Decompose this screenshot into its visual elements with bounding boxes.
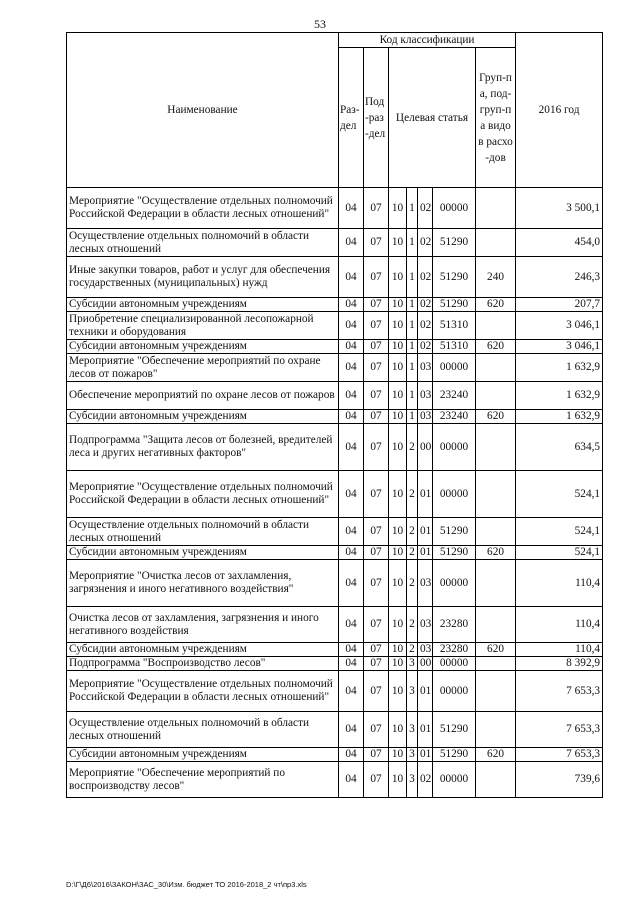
table-row	[67, 312, 603, 340]
target-article-program: 10	[389, 354, 407, 382]
row-name: Субсидии автономным учреждениям	[67, 410, 339, 424]
amount-cell: 110,4	[516, 607, 603, 643]
amount-cell: 524,1	[516, 546, 603, 560]
razdel-cell: 04	[339, 712, 364, 748]
target-article-event: 02	[418, 298, 433, 312]
target-article-program: 10	[389, 312, 407, 340]
target-article-direction: 51290	[433, 229, 476, 257]
target-article-subprogram: 3	[407, 712, 418, 748]
expense-group-cell: 620	[476, 748, 516, 762]
target-article-direction: 00000	[433, 560, 476, 607]
amount-cell: 246,3	[516, 257, 603, 298]
podrazdel-cell: 07	[364, 354, 389, 382]
row-name: Осуществление отдельных полномочий в области лесных отношений	[67, 712, 339, 748]
row-name: Подпрограмма "Воспроизводство лесов"	[67, 657, 339, 671]
target-article-program: 10	[389, 188, 407, 229]
razdel-cell: 04	[339, 671, 364, 712]
razdel-cell: 04	[339, 188, 364, 229]
target-article-direction: 51290	[433, 257, 476, 298]
expense-group-cell	[476, 607, 516, 643]
table-row	[67, 188, 603, 229]
expense-group-cell	[476, 424, 516, 471]
row-name: Мероприятие "Очистка лесов от захламления, загрязнения и иного негативного воздействия"	[67, 560, 339, 607]
amount-cell: 207,7	[516, 298, 603, 312]
target-article-event: 00	[418, 424, 433, 471]
target-article-direction: 00000	[433, 188, 476, 229]
row-name: Мероприятие "Осуществление отдельных полномочий Российской Федерации в области лесных отношений"	[67, 471, 339, 518]
amount-cell: 634,5	[516, 424, 603, 471]
header-year: 2016 год	[516, 33, 603, 188]
amount-cell: 7 653,3	[516, 671, 603, 712]
target-article-direction: 51310	[433, 340, 476, 354]
razdel-cell: 04	[339, 229, 364, 257]
target-article-direction: 00000	[433, 471, 476, 518]
header-name: Наименование	[67, 33, 339, 188]
table-row	[67, 748, 603, 762]
target-article-event: 01	[418, 748, 433, 762]
podrazdel-cell: 07	[364, 748, 389, 762]
row-name: Субсидии автономным учреждениям	[67, 643, 339, 657]
target-article-event: 01	[418, 671, 433, 712]
row-name: Осуществление отдельных полномочий в области лесных отношений	[67, 229, 339, 257]
podrazdel-cell: 07	[364, 257, 389, 298]
target-article-program: 10	[389, 298, 407, 312]
target-article-direction: 23240	[433, 410, 476, 424]
header-code-group: Код классификации	[339, 33, 516, 48]
target-article-program: 10	[389, 424, 407, 471]
amount-cell: 454,0	[516, 229, 603, 257]
amount-cell: 524,1	[516, 471, 603, 518]
header-target-article: Целевая статья	[389, 48, 476, 188]
target-article-program: 10	[389, 560, 407, 607]
target-article-event: 02	[418, 188, 433, 229]
expense-group-cell	[476, 671, 516, 712]
target-article-direction: 51290	[433, 546, 476, 560]
target-article-event: 02	[418, 312, 433, 340]
target-article-direction: 00000	[433, 424, 476, 471]
razdel-cell: 04	[339, 560, 364, 607]
amount-cell: 3 046,1	[516, 340, 603, 354]
razdel-cell: 04	[339, 643, 364, 657]
table-row	[67, 471, 603, 518]
podrazdel-cell: 07	[364, 657, 389, 671]
table-row	[67, 546, 603, 560]
table-row	[67, 657, 603, 671]
podrazdel-cell: 07	[364, 546, 389, 560]
podrazdel-cell: 07	[364, 382, 389, 410]
target-article-program: 10	[389, 229, 407, 257]
podrazdel-cell: 07	[364, 410, 389, 424]
budget-table	[66, 32, 603, 798]
expense-group-cell: 620	[476, 546, 516, 560]
expense-group-cell	[476, 188, 516, 229]
target-article-event: 01	[418, 712, 433, 748]
target-article-subprogram: 2	[407, 560, 418, 607]
target-article-program: 10	[389, 410, 407, 424]
razdel-cell: 04	[339, 657, 364, 671]
target-article-event: 02	[418, 257, 433, 298]
target-article-direction: 23280	[433, 643, 476, 657]
row-name: Субсидии автономным учреждениям	[67, 298, 339, 312]
table-row	[67, 518, 603, 546]
amount-cell: 3 500,1	[516, 188, 603, 229]
podrazdel-cell: 07	[364, 340, 389, 354]
target-article-event: 02	[418, 340, 433, 354]
podrazdel-cell: 07	[364, 298, 389, 312]
razdel-cell: 04	[339, 382, 364, 410]
target-article-subprogram: 1	[407, 298, 418, 312]
target-article-program: 10	[389, 340, 407, 354]
razdel-cell: 04	[339, 607, 364, 643]
target-article-subprogram: 1	[407, 410, 418, 424]
razdel-cell: 04	[339, 748, 364, 762]
amount-cell: 1 632,9	[516, 354, 603, 382]
target-article-subprogram: 1	[407, 340, 418, 354]
table-row	[67, 229, 603, 257]
target-article-subprogram: 2	[407, 424, 418, 471]
target-article-subprogram: 2	[407, 546, 418, 560]
razdel-cell: 04	[339, 518, 364, 546]
amount-cell: 7 653,3	[516, 712, 603, 748]
target-article-program: 10	[389, 382, 407, 410]
target-article-direction: 23280	[433, 607, 476, 643]
amount-cell: 3 046,1	[516, 312, 603, 340]
target-article-event: 01	[418, 546, 433, 560]
razdel-cell: 04	[339, 546, 364, 560]
table-row	[67, 560, 603, 607]
file-path-footer: D:\Г\Д6\2016\ЗАКОН\ЗАС_30\Изм. бюджет ТО 2016-2018_2 чт\пр3.xls	[66, 880, 307, 889]
target-article-subprogram: 2	[407, 643, 418, 657]
podrazdel-cell: 07	[364, 671, 389, 712]
table-row	[67, 298, 603, 312]
podrazdel-cell: 07	[364, 312, 389, 340]
target-article-event: 03	[418, 354, 433, 382]
target-article-subprogram: 3	[407, 671, 418, 712]
target-article-subprogram: 2	[407, 471, 418, 518]
target-article-subprogram: 3	[407, 657, 418, 671]
amount-cell: 7 653,3	[516, 748, 603, 762]
target-article-subprogram: 1	[407, 354, 418, 382]
target-article-program: 10	[389, 748, 407, 762]
target-article-direction: 00000	[433, 671, 476, 712]
target-article-direction: 51290	[433, 298, 476, 312]
target-article-direction: 51290	[433, 748, 476, 762]
target-article-program: 10	[389, 471, 407, 518]
amount-cell: 524,1	[516, 518, 603, 546]
expense-group-cell	[476, 762, 516, 798]
expense-group-cell: 620	[476, 643, 516, 657]
podrazdel-cell: 07	[364, 607, 389, 643]
razdel-cell: 04	[339, 424, 364, 471]
target-article-event: 03	[418, 643, 433, 657]
table-row	[67, 354, 603, 382]
razdel-cell: 04	[339, 298, 364, 312]
page-number: 53	[314, 17, 326, 31]
expense-group-cell	[476, 312, 516, 340]
expense-group-cell: 620	[476, 298, 516, 312]
expense-group-cell	[476, 518, 516, 546]
expense-group-cell	[476, 354, 516, 382]
razdel-cell: 04	[339, 471, 364, 518]
table-row	[67, 340, 603, 354]
amount-cell: 739,6	[516, 762, 603, 798]
target-article-direction: 51290	[433, 518, 476, 546]
target-article-program: 10	[389, 712, 407, 748]
target-article-subprogram: 3	[407, 762, 418, 798]
target-article-subprogram: 1	[407, 229, 418, 257]
target-article-program: 10	[389, 643, 407, 657]
table-row	[67, 607, 603, 643]
razdel-cell: 04	[339, 762, 364, 798]
target-article-subprogram: 1	[407, 382, 418, 410]
row-name: Приобретение специализированной лесопожарной техники и оборудования	[67, 312, 339, 340]
target-article-direction: 23240	[433, 382, 476, 410]
target-article-program: 10	[389, 671, 407, 712]
target-article-event: 02	[418, 762, 433, 798]
table-row	[67, 643, 603, 657]
table-row	[67, 712, 603, 748]
header-razdel: Раз-дел	[339, 48, 364, 188]
row-name: Субсидии автономным учреждениям	[67, 546, 339, 560]
row-name: Осуществление отдельных полномочий в области лесных отношений	[67, 518, 339, 546]
podrazdel-cell: 07	[364, 518, 389, 546]
target-article-event: 03	[418, 607, 433, 643]
row-name: Субсидии автономным учреждениям	[67, 340, 339, 354]
amount-cell: 110,4	[516, 560, 603, 607]
expense-group-cell	[476, 229, 516, 257]
target-article-subprogram: 1	[407, 312, 418, 340]
table-body	[67, 188, 603, 798]
target-article-event: 01	[418, 518, 433, 546]
podrazdel-cell: 07	[364, 471, 389, 518]
amount-cell: 1 632,9	[516, 410, 603, 424]
table-row	[67, 424, 603, 471]
header-podrazdel: Под-раз-дел	[364, 48, 389, 188]
target-article-event: 03	[418, 382, 433, 410]
row-name: Обеспечение мероприятий по охране лесов от пожаров	[67, 382, 339, 410]
expense-group-cell	[476, 382, 516, 410]
table-row	[67, 257, 603, 298]
target-article-subprogram: 1	[407, 188, 418, 229]
target-article-program: 10	[389, 657, 407, 671]
target-article-program: 10	[389, 518, 407, 546]
target-article-program: 10	[389, 607, 407, 643]
table-row	[67, 382, 603, 410]
expense-group-cell: 620	[476, 340, 516, 354]
target-article-subprogram: 2	[407, 518, 418, 546]
header-expense-group: Груп-па, под-груп-па видов расхо-дов	[476, 48, 516, 188]
target-article-program: 10	[389, 257, 407, 298]
expense-group-cell	[476, 560, 516, 607]
target-article-direction: 00000	[433, 762, 476, 798]
podrazdel-cell: 07	[364, 643, 389, 657]
target-article-direction: 00000	[433, 657, 476, 671]
row-name: Мероприятие "Обеспечение мероприятий по охране лесов от пожаров"	[67, 354, 339, 382]
table-row	[67, 671, 603, 712]
target-article-program: 10	[389, 546, 407, 560]
expense-group-cell: 620	[476, 410, 516, 424]
razdel-cell: 04	[339, 354, 364, 382]
expense-group-cell: 240	[476, 257, 516, 298]
expense-group-cell	[476, 712, 516, 748]
target-article-event: 03	[418, 410, 433, 424]
razdel-cell: 04	[339, 312, 364, 340]
target-article-event: 02	[418, 229, 433, 257]
target-article-event: 00	[418, 657, 433, 671]
podrazdel-cell: 07	[364, 188, 389, 229]
expense-group-cell	[476, 657, 516, 671]
podrazdel-cell: 07	[364, 712, 389, 748]
target-article-subprogram: 2	[407, 607, 418, 643]
target-article-subprogram: 3	[407, 748, 418, 762]
expense-group-cell	[476, 471, 516, 518]
amount-cell: 110,4	[516, 643, 603, 657]
target-article-program: 10	[389, 762, 407, 798]
row-name: Очистка лесов от захламления, загрязнения и иного негативного воздействия	[67, 607, 339, 643]
target-article-direction: 00000	[433, 354, 476, 382]
table-row	[67, 410, 603, 424]
razdel-cell: 04	[339, 257, 364, 298]
target-article-event: 01	[418, 471, 433, 518]
row-name: Иные закупки товаров, работ и услуг для обеспечения государственных (муниципальных) нужд	[67, 257, 339, 298]
row-name: Мероприятие "Осуществление отдельных полномочий Российской Федерации в области лесных отношений"	[67, 671, 339, 712]
target-article-direction: 51290	[433, 712, 476, 748]
razdel-cell: 04	[339, 410, 364, 424]
razdel-cell: 04	[339, 340, 364, 354]
podrazdel-cell: 07	[364, 560, 389, 607]
row-name: Подпрограмма "Защита лесов от болезней, вредителей леса и других негативных факторов"	[67, 424, 339, 471]
table-row	[67, 762, 603, 798]
podrazdel-cell: 07	[364, 229, 389, 257]
podrazdel-cell: 07	[364, 424, 389, 471]
target-article-subprogram: 1	[407, 257, 418, 298]
target-article-direction: 51310	[433, 312, 476, 340]
row-name: Мероприятие "Обеспечение мероприятий по воспроизводству лесов"	[67, 762, 339, 798]
podrazdel-cell: 07	[364, 762, 389, 798]
amount-cell: 8 392,9	[516, 657, 603, 671]
target-article-event: 03	[418, 560, 433, 607]
row-name: Субсидии автономным учреждениям	[67, 748, 339, 762]
amount-cell: 1 632,9	[516, 382, 603, 410]
row-name: Мероприятие "Осуществление отдельных полномочий Российской Федерации в области лесных отношений"	[67, 188, 339, 229]
